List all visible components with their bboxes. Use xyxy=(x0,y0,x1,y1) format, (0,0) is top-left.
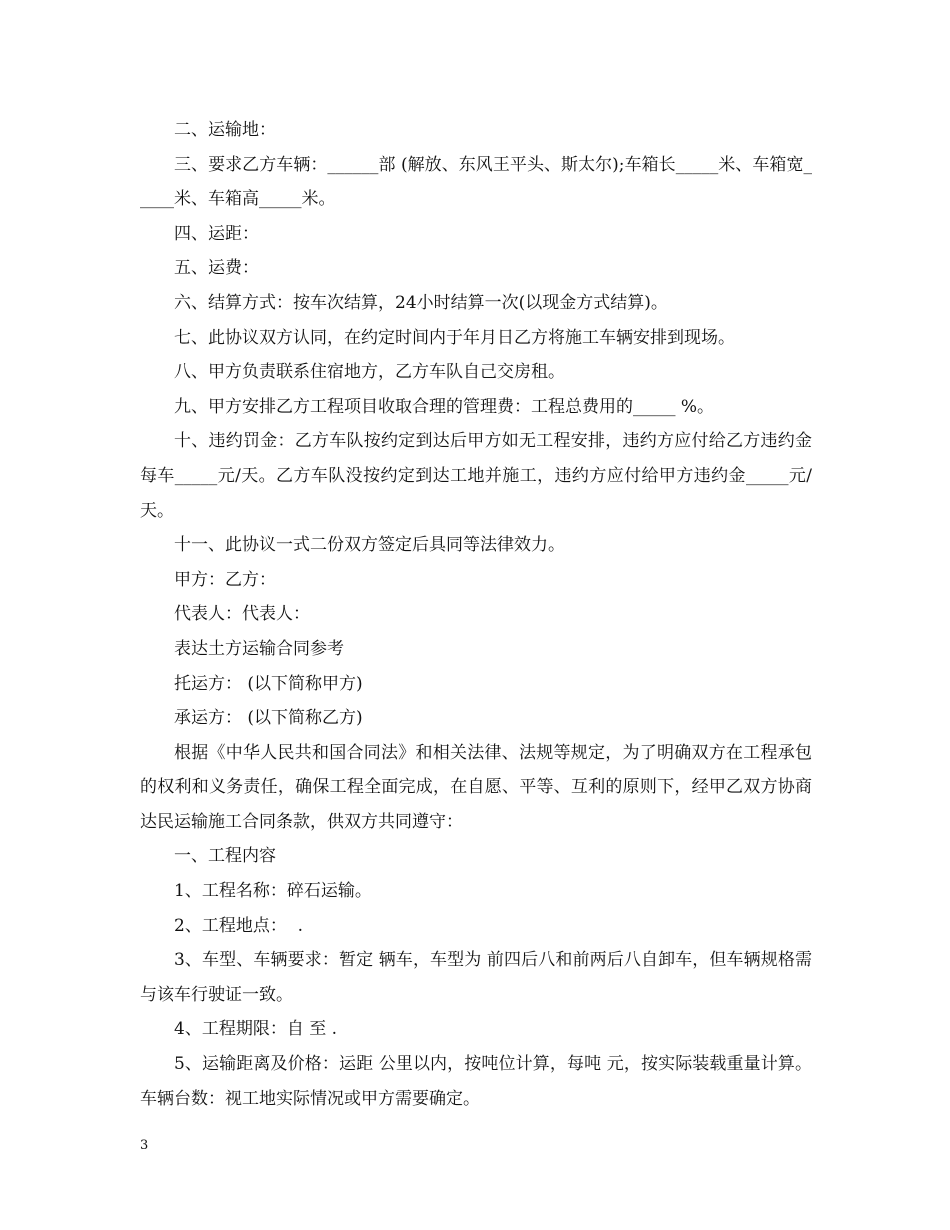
paragraph-settlement: 六、结算方式：按车次结算，24小时结算一次(以现金方式结算)。 xyxy=(174,292,668,313)
paragraph-parties: 甲方：乙方： xyxy=(174,569,276,590)
paragraph-project-name: 1、工程名称：碎石运输。 xyxy=(174,881,372,902)
paragraph-distance: 四、运距： xyxy=(174,223,259,244)
paragraph-section-one: 一、工程内容 xyxy=(174,846,276,867)
paragraph-representatives: 代表人：代表人： xyxy=(174,604,310,625)
paragraph-accommodation: 八、甲方负责联系住宿地方，乙方车队自己交房租。 xyxy=(174,362,565,383)
paragraph-distance-price: 5、运输距离及价格：运距 公里以内，按吨位计算，每吨 元，按实际装载重量计算。车辆台数：视工地实际情况或甲方需要确定。 xyxy=(140,1054,812,1109)
paragraph-vehicle-requirements: 三、要求乙方车辆：______部 (解放、东风王平头、斯太尔);车箱长_____米、车箱宽_____米、车箱高_____米。 xyxy=(140,154,812,210)
paragraph-project-period: 4、工程期限：自 至 . xyxy=(174,1019,338,1040)
paragraph-transport-place: 二、运输地： xyxy=(174,120,276,140)
paragraph-carrier: 承运方： (以下简称乙方) xyxy=(174,708,363,729)
paragraph-management-fee: 九、甲方安排乙方工程项目收取合理的管理费：工程总费用的_____ %。 xyxy=(174,396,715,417)
paragraph-effectiveness: 十一、此协议一式二份双方签定后具同等法律效力。 xyxy=(174,535,565,556)
document-body xyxy=(140,113,812,1116)
paragraph-agreement-arrival: 七、此协议双方认同，在约定时间内于年月日乙方将施工车辆安排到现场。 xyxy=(174,327,735,348)
paragraph-preamble: 根据《中华人民共和国合同法》和相关法律、法规等规定，为了明确双方在工程承包的权利和义务责任，确保工程全面完成，在自愿、平等、互利的原则下，经甲乙双方协商达民运输施工合同条款，供双方共同遵守： xyxy=(140,742,812,832)
paragraph-project-location: 2、工程地点： . xyxy=(174,915,304,936)
paragraph-penalty: 十、违约罚金：乙方车队按约定到达后甲方如无工程安排，违约方应付给乙方违约金每车_____元/天。乙方车队没按约定到达工地并施工，违约方应付给甲方违约金_____元/天。 xyxy=(140,431,812,521)
paragraph-freight: 五、运费： xyxy=(174,258,259,279)
paragraph-shipper: 托运方： (以下简称甲方) xyxy=(174,673,363,694)
paragraph-vehicle-type: 3、车型、车辆要求：暂定 辆车，车型为 前四后八和前两后八自卸车，但车辆规格需与该车行驶证一致。 xyxy=(140,950,812,1005)
paragraph-contract-title: 表达土方运输合同参考 xyxy=(174,638,344,659)
page-number: 3 xyxy=(140,1138,149,1153)
